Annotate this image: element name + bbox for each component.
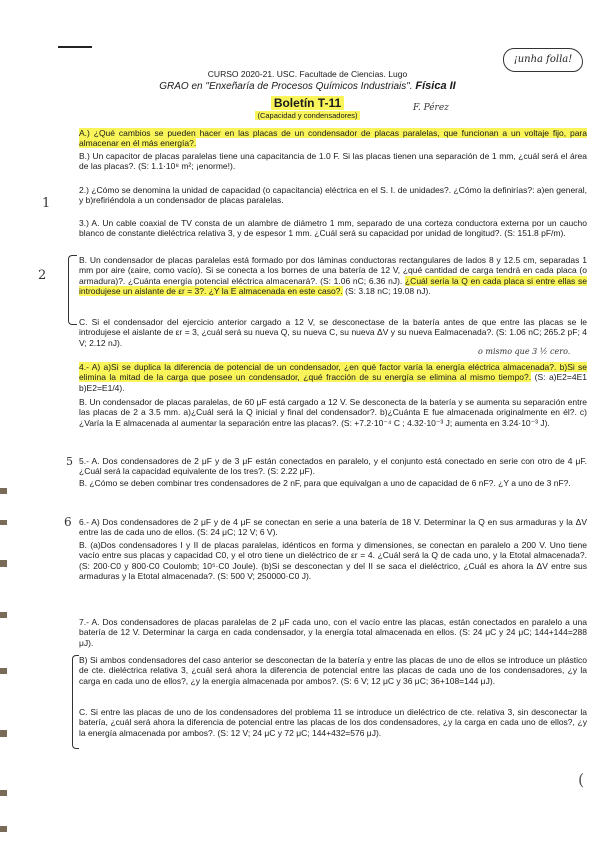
- question-2: 2.) ¿Cómo se denomina la unidad de capacidad (o capacitancia) eléctrica en el S. I. de unidades?. ¿Cómo la definirías?: a)en general, y b)refiriéndola a un condensador de placas paralelas.: [79, 185, 587, 206]
- question-1b: B.) Un capacitor de placas paralelas tiene una capacitancia de 1.0 F. Si las placas tienen una separación de 1 mm, ¿cuál será el área de las placas?. (S: 1.1·10⁸ m²; ¡enorme!).: [79, 151, 587, 172]
- edge-mark: [0, 520, 7, 525]
- pen-stroke: [58, 46, 92, 48]
- edge-mark: [0, 668, 7, 674]
- subject-name: Física II: [415, 80, 456, 92]
- question-7b: B) Si ambos condensadores del caso anterior se desconectan de la batería y entre las placas de uno de ellos se introduce un plástico de cte. dieléctrica relativa 3, ¿cuál será ahora la diferencia de potencial entre las placas de cada uno de los condensadores, ¿y la carga en cada uno de ellos?, ¿y la energía almacenada por ambos?. (S: 6 V; 12 μC y 36 μC; 36+108=144 μJ).: [79, 655, 587, 686]
- edge-mark: [0, 612, 7, 618]
- question-6b: B. (a)Dos condensadores I y II de placas paralelas, idénticos en forma y dimensiones, se conectan en paralelo a 200 V. Uno tiene vacío entre sus placas y capacidad C0, y el otro tiene un dieléctrico de εr = 4. ¿Cuál será la Q de cada uno, y la Etotal almacenada?. (S: 200·C0 y 800·C0 Coulomb; 10⁵·C0 Joule). (b)Si se desconectan y del II se saca el dieléctrico, ¿Cuál es ahora la ΔV entre sus armaduras y la Etotal almacenada?. (S: 500 V; 250000·C0 J).: [79, 540, 587, 582]
- question-7c: C. Si entre las placas de uno de los condensadores del problema 11 se introduce un dieléctrico de cte. relativa 3, sin desconectar la batería, ¿cuál será ahora la diferencia de potencial entre las placas de los dos condensadores, ¿y la carga en cada uno de ellos?, ¿y la energía almacenada por ambos?. (S: 12 V; 24 μC y 72 μC; 144+432=576 μJ).: [79, 707, 587, 738]
- question-3b: B. Un condensador de placas paralelas está formado por dos láminas conductoras rectangulares de lados 8 y 12.5 cm, separadas 1 mm por aire (εaire, como vacío). Si se conecta a los bornes de una batería de 12 V, ¿qué cantidad de carga tendrá en cada placa (o armadura)?. ¿Cuánta energía potencial eléctrica almacenará?. (S: 1.06 nC; 6.36 nJ). ¿Cuál sería la Q en cada placa si entre ellas se introdujese un aislante de εr = 3?. ¿Y la E almacenada en este caso?. (S: 3.18 nC; 19.08 nJ).: [79, 255, 587, 297]
- question-3c: C. Si el condensador del ejercicio anterior cargado a 12 V, se desconectase de la batería antes de que entre las placas se le introdujese el aislante de εr = 3, ¿cuál será su nueva Q, su nueva C, su nueva ΔV y su nueva Ealmacenada?. (S: 1.06 nC; 265.2 pF; 4 V; 2.12 nJ).: [79, 317, 587, 348]
- handwritten-name-note: F. Pérez: [413, 103, 449, 113]
- margin-note-6: 6: [64, 515, 72, 529]
- page-title: Boletín T-11: [0, 96, 615, 110]
- margin-note-5-top: 5: [66, 455, 73, 468]
- question-3a: 3.) A. Un cable coaxial de TV consta de un alambre de diámetro 1 mm, separado de una corteza conductora externa por un caucho blanco de constante dieléctrica relativa 3, y de espesor 1 mm. ¿Cuál será su capacidad por unidad de longitud?. (S: 151.8 pF/m).: [79, 218, 587, 239]
- question-4b: B. Un condensador de placas paralelas, de 60 μF está cargado a 12 V. Se desconecta de la batería y se aumenta su separación entre las placas de 2 a 3.5 mm. a)¿Cuál será la Q inicial y final del condensador?. b)¿Cuánta E fue almacenada originalmente en él?. c)¿Varía la E almacenada al aumentar la separación entre las placas?. (S: +7.2·10⁻⁴ C ; 4.32·10⁻³ J; aumenta en 3.24·10⁻³ J).: [79, 397, 587, 428]
- degree-name: GRAO en "Enxeñaría de Procesos Químicos Industriais".: [159, 81, 413, 92]
- edge-mark: [0, 560, 7, 567]
- bracket-mark-2: [72, 655, 79, 749]
- bracket-mark: [68, 255, 77, 325]
- handwritten-note-una-folla: ¡unha folla!: [503, 48, 583, 72]
- degree-line: [0, 80, 615, 92]
- question-5b: B. ¿Cómo se deben combinar tres condensadores de 2 nF, para que equivalgan a uno de capacidad de 6 nF?. ¿Y a uno de 3 nF?.: [79, 478, 571, 488]
- question-7a: 7.- A. Dos condensadores de placas paralelas de 2 μF cada uno, con el vacío entre las placas, están conectados en paralelo a una batería de 12 V. Determinar la carga en cada condensador, y la energía total almacenada en ellos. (S: 24 μC y 24 μC; 144+144=288 μJ).: [79, 617, 587, 648]
- edge-mark: [0, 826, 7, 832]
- question-1a: A.) ¿Qué cambios se pueden hacer en las placas de un condensador de placas paralelas, que funcionan a un voltaje fijo, para almacenar en él más energía?.: [79, 128, 587, 149]
- edge-mark: [0, 790, 7, 796]
- course-line: CURSO 2020-21. USC. Facultade de Ciencias. Lugo: [207, 69, 408, 79]
- margin-note-2: 2: [38, 268, 47, 283]
- question-5a: 5.- A. Dos condensadores de 2 μF y de 3 μF están conectados en paralelo, y el conjunto está conectado en serie con otro de 4 μF. ¿Cuál será la capacidad equivalente de los tres?. (S: 2.22 μF).: [79, 456, 587, 477]
- handwritten-same-note: o mismo que 3 ½ cero.: [478, 347, 571, 356]
- margin-note-1: 1: [42, 196, 51, 211]
- question-4a: 4.- A) a)Si se duplica la diferencia de potencial de un condensador, ¿en qué factor varía la energía eléctrica almacenada?. b)Si se elimina la mitad de la carga que posee un condensador, ¿qué fracción de su energía se elimina al mismo tiempo?. (S: a)E2=4E1 b)E2=E1/4).: [79, 362, 587, 393]
- question-6a: 6.- A) Dos condensadores de 2 μF y de 4 μF se conectan en serie a una batería de 18 V. Determinar la Q en sus armaduras y la ΔV entre las de cada uno de ellos. (S: 24 μC; 12 V; 6 V).: [79, 517, 587, 538]
- margin-mark-bottom: (: [578, 770, 585, 789]
- edge-mark: [0, 730, 7, 737]
- edge-mark: [0, 488, 7, 494]
- page-subtitle: (Capacidad y condensadores): [257, 111, 358, 120]
